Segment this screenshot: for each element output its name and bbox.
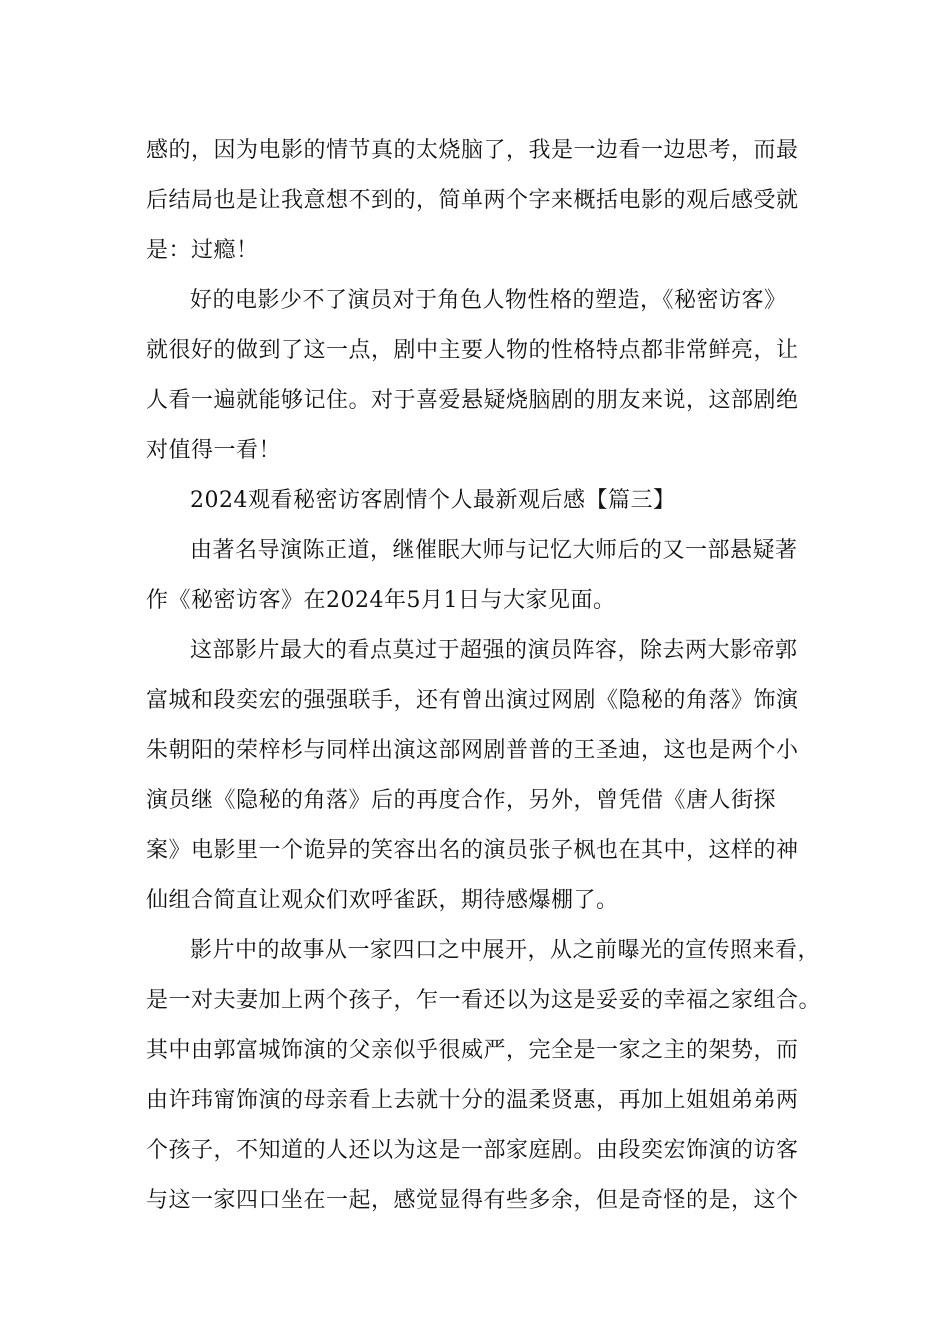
text-line: 感的，因为电影的情节真的太烧脑了，我是一边看一边思考，而最 bbox=[146, 138, 799, 163]
text-line: 是：过瘾！ bbox=[146, 238, 259, 263]
text-line: 好的电影少不了演员对于角色人物性格的塑造，《秘密访客》 bbox=[190, 288, 787, 313]
text-line: 对值得一看！ bbox=[146, 438, 282, 463]
paragraph-2 bbox=[146, 276, 826, 476]
paragraph-1 bbox=[146, 126, 826, 276]
text-line: 个孩子，不知道的人还以为这是一部家庭剧。由段奕宏饰演的访客 bbox=[146, 1138, 799, 1163]
text-line: 由许玮甯饰演的母亲看上去就十分的温柔贤惠，再加上姐姐弟弟两 bbox=[146, 1088, 799, 1113]
text-line: 与这一家四口坐在一起，感觉显得有些多余，但是奇怪的是，这个 bbox=[146, 1188, 799, 1213]
text-line: 后结局也是让我意想不到的，简单两个字来概括电影的观后感受就 bbox=[146, 188, 799, 213]
text-line: 人看一遍就能够记住。对于喜爱悬疑烧脑剧的朋友来说，这部剧绝 bbox=[146, 388, 799, 413]
text-line: 案》电影里一个诡异的笑容出名的演员张子枫也在其中，这样的神 bbox=[146, 838, 799, 863]
text-line: 就很好的做到了这一点，剧中主要人物的性格特点都非常鲜亮，让 bbox=[146, 338, 799, 363]
paragraph-3 bbox=[146, 526, 826, 626]
text-line: 富城和段奕宏的强强联手，还有曾出演过网剧《隐秘的角落》饰演 bbox=[146, 688, 799, 713]
text-line: 由著名导演陈正道，继催眠大师与记忆大师后的又一部悬疑著 bbox=[190, 538, 798, 563]
text-line: 演员继《隐秘的角落》后的再度合作，另外，曾凭借《唐人街探 bbox=[146, 788, 777, 813]
text-line: 仙组合简直让观众们欢呼雀跃，期待感爆棚了。 bbox=[146, 888, 619, 913]
text-line: 朱朝阳的荣梓杉与同样出演这部网剧普普的王圣迪，这也是两个小 bbox=[146, 738, 799, 763]
section-heading bbox=[146, 476, 826, 526]
text-line: 是一对夫妻加上两个孩子，乍一看还以为这是妥妥的幸福之家组合。 bbox=[146, 988, 822, 1013]
section-heading-text: 2024观看秘密访客剧情个人最新观后感【篇三】 bbox=[190, 488, 676, 513]
text-line: 这部影片最大的看点莫过于超强的演员阵容，除去两大影帝郭 bbox=[190, 638, 798, 663]
text-line: 其中由郭富城饰演的父亲似乎很威严，完全是一家之主的架势，而 bbox=[146, 1038, 799, 1063]
text-line: 作《秘密访客》在2024年5月1日与大家见面。 bbox=[146, 588, 616, 613]
paragraph-4 bbox=[146, 626, 826, 926]
paragraph-5 bbox=[146, 926, 826, 1226]
text-line: 影片中的故事从一家四口之中展开，从之前曝光的宣传照来看， bbox=[190, 938, 821, 963]
